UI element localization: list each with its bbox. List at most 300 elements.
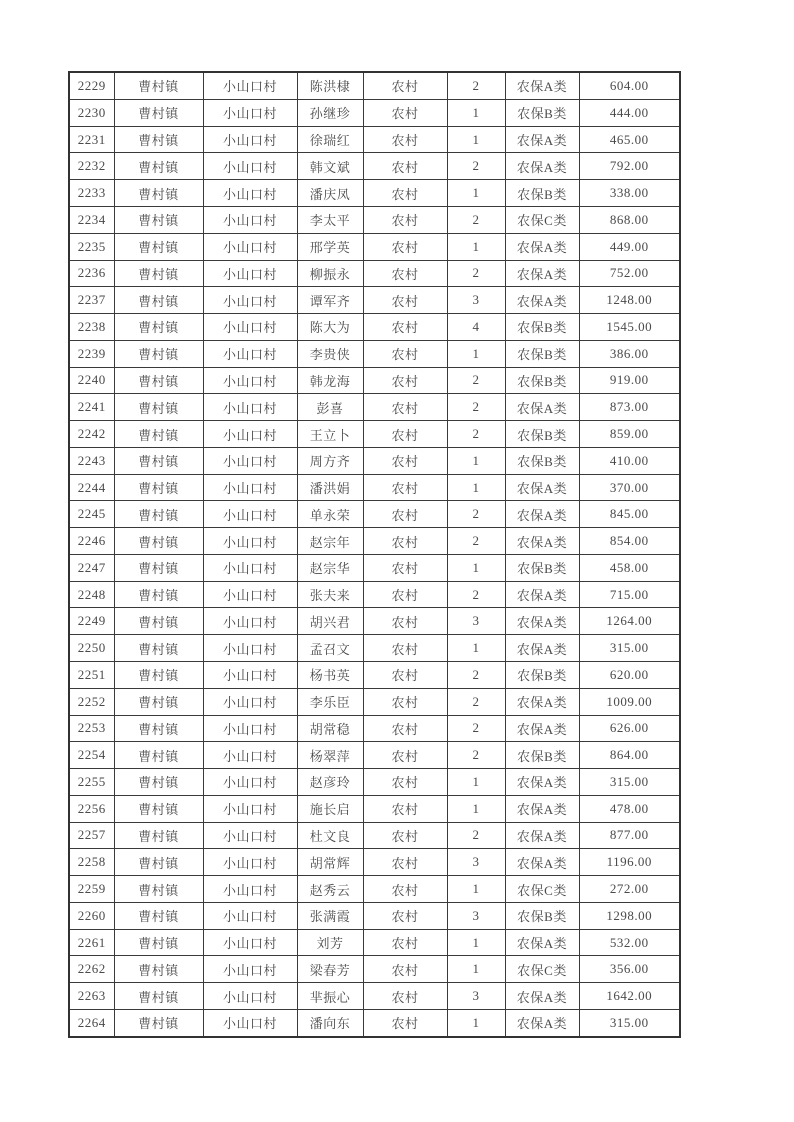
cell-person-name: 李乐臣: [297, 688, 363, 715]
cell-residence-type: 农村: [363, 822, 447, 849]
cell-village: 小山口村: [203, 72, 297, 99]
cell-person-count: 1: [447, 554, 505, 581]
cell-insurance-category: 农保B类: [505, 554, 579, 581]
table-row: [69, 340, 680, 367]
table-row: [69, 956, 680, 983]
table-row: [69, 876, 680, 903]
cell-residence-type: 农村: [363, 233, 447, 260]
cell-amount: 1545.00: [579, 314, 680, 341]
cell-serial-number: 2246: [69, 528, 114, 555]
cell-village: 小山口村: [203, 902, 297, 929]
cell-residence-type: 农村: [363, 876, 447, 903]
cell-town: 曹村镇: [114, 876, 203, 903]
cell-town: 曹村镇: [114, 528, 203, 555]
cell-person-name: 赵宗年: [297, 528, 363, 555]
cell-insurance-category: 农保A类: [505, 581, 579, 608]
cell-person-name: 李太平: [297, 207, 363, 234]
cell-serial-number: 2254: [69, 742, 114, 769]
cell-person-name: 潘向东: [297, 1009, 363, 1037]
cell-village: 小山口村: [203, 1009, 297, 1037]
cell-town: 曹村镇: [114, 822, 203, 849]
cell-insurance-category: 农保B类: [505, 340, 579, 367]
cell-residence-type: 农村: [363, 447, 447, 474]
cell-amount: 338.00: [579, 180, 680, 207]
cell-insurance-category: 农保C类: [505, 876, 579, 903]
cell-person-count: 2: [447, 501, 505, 528]
cell-person-count: 1: [447, 474, 505, 501]
cell-amount: 859.00: [579, 421, 680, 448]
table-row: [69, 474, 680, 501]
table-row: [69, 260, 680, 287]
cell-town: 曹村镇: [114, 180, 203, 207]
cell-village: 小山口村: [203, 126, 297, 153]
cell-insurance-category: 农保A类: [505, 1009, 579, 1037]
cell-serial-number: 2234: [69, 207, 114, 234]
cell-residence-type: 农村: [363, 180, 447, 207]
table-row: [69, 287, 680, 314]
cell-amount: 626.00: [579, 715, 680, 742]
cell-town: 曹村镇: [114, 99, 203, 126]
cell-amount: 465.00: [579, 126, 680, 153]
table-row: [69, 233, 680, 260]
cell-amount: 532.00: [579, 929, 680, 956]
table-row: [69, 688, 680, 715]
cell-village: 小山口村: [203, 983, 297, 1010]
cell-person-count: 2: [447, 260, 505, 287]
cell-residence-type: 农村: [363, 367, 447, 394]
cell-insurance-category: 农保A类: [505, 929, 579, 956]
cell-insurance-category: 农保A类: [505, 635, 579, 662]
cell-village: 小山口村: [203, 421, 297, 448]
cell-village: 小山口村: [203, 795, 297, 822]
cell-insurance-category: 农保A类: [505, 715, 579, 742]
cell-village: 小山口村: [203, 688, 297, 715]
cell-village: 小山口村: [203, 822, 297, 849]
cell-person-count: 2: [447, 662, 505, 689]
cell-person-name: 徐瑞红: [297, 126, 363, 153]
table-row: [69, 822, 680, 849]
cell-serial-number: 2253: [69, 715, 114, 742]
cell-town: 曹村镇: [114, 554, 203, 581]
table-row: [69, 554, 680, 581]
cell-amount: 1196.00: [579, 849, 680, 876]
cell-person-count: 3: [447, 287, 505, 314]
cell-person-name: 谭军齐: [297, 287, 363, 314]
cell-person-count: 2: [447, 207, 505, 234]
cell-town: 曹村镇: [114, 635, 203, 662]
cell-insurance-category: 农保A类: [505, 608, 579, 635]
cell-town: 曹村镇: [114, 340, 203, 367]
cell-person-name: 杨书英: [297, 662, 363, 689]
cell-town: 曹村镇: [114, 287, 203, 314]
cell-person-count: 1: [447, 929, 505, 956]
cell-amount: 752.00: [579, 260, 680, 287]
cell-residence-type: 农村: [363, 635, 447, 662]
cell-person-count: 2: [447, 72, 505, 99]
cell-residence-type: 农村: [363, 528, 447, 555]
cell-person-name: 芈振心: [297, 983, 363, 1010]
cell-insurance-category: 农保B类: [505, 447, 579, 474]
cell-village: 小山口村: [203, 608, 297, 635]
cell-village: 小山口村: [203, 233, 297, 260]
table-row: [69, 769, 680, 796]
cell-residence-type: 农村: [363, 314, 447, 341]
cell-insurance-category: 农保A类: [505, 528, 579, 555]
table-row: [69, 367, 680, 394]
cell-residence-type: 农村: [363, 501, 447, 528]
cell-person-count: 1: [447, 233, 505, 260]
cell-person-count: 3: [447, 849, 505, 876]
cell-residence-type: 农村: [363, 474, 447, 501]
cell-insurance-category: 农保C类: [505, 207, 579, 234]
cell-residence-type: 农村: [363, 688, 447, 715]
cell-residence-type: 农村: [363, 207, 447, 234]
cell-residence-type: 农村: [363, 795, 447, 822]
cell-person-count: 1: [447, 769, 505, 796]
cell-village: 小山口村: [203, 528, 297, 555]
cell-insurance-category: 农保B类: [505, 742, 579, 769]
cell-person-count: 3: [447, 983, 505, 1010]
cell-serial-number: 2244: [69, 474, 114, 501]
cell-person-name: 张满霞: [297, 902, 363, 929]
cell-serial-number: 2252: [69, 688, 114, 715]
cell-serial-number: 2258: [69, 849, 114, 876]
cell-amount: 854.00: [579, 528, 680, 555]
cell-town: 曹村镇: [114, 902, 203, 929]
cell-serial-number: 2249: [69, 608, 114, 635]
table-row: [69, 153, 680, 180]
cell-residence-type: 农村: [363, 1009, 447, 1037]
cell-person-name: 孟召文: [297, 635, 363, 662]
cell-village: 小山口村: [203, 99, 297, 126]
cell-serial-number: 2264: [69, 1009, 114, 1037]
table-row: [69, 662, 680, 689]
cell-village: 小山口村: [203, 153, 297, 180]
cell-amount: 873.00: [579, 394, 680, 421]
cell-insurance-category: 农保A类: [505, 822, 579, 849]
cell-person-count: 1: [447, 340, 505, 367]
table-row: [69, 207, 680, 234]
cell-insurance-category: 农保A类: [505, 153, 579, 180]
cell-serial-number: 2236: [69, 260, 114, 287]
cell-village: 小山口村: [203, 474, 297, 501]
cell-person-name: 胡常辉: [297, 849, 363, 876]
cell-person-name: 陈大为: [297, 314, 363, 341]
table-row: [69, 929, 680, 956]
cell-person-name: 李贵侠: [297, 340, 363, 367]
table-row: [69, 715, 680, 742]
cell-village: 小山口村: [203, 367, 297, 394]
cell-insurance-category: 农保B类: [505, 421, 579, 448]
cell-village: 小山口村: [203, 929, 297, 956]
cell-serial-number: 2243: [69, 447, 114, 474]
cell-residence-type: 农村: [363, 153, 447, 180]
cell-village: 小山口村: [203, 314, 297, 341]
table-row: [69, 635, 680, 662]
cell-person-name: 单永荣: [297, 501, 363, 528]
cell-residence-type: 农村: [363, 769, 447, 796]
cell-amount: 444.00: [579, 99, 680, 126]
cell-person-count: 1: [447, 876, 505, 903]
cell-serial-number: 2248: [69, 581, 114, 608]
cell-residence-type: 农村: [363, 929, 447, 956]
cell-person-name: 施长启: [297, 795, 363, 822]
cell-town: 曹村镇: [114, 314, 203, 341]
cell-person-count: 1: [447, 635, 505, 662]
table-row: [69, 608, 680, 635]
insurance-roster-table: [68, 71, 681, 1038]
cell-amount: 386.00: [579, 340, 680, 367]
cell-residence-type: 农村: [363, 902, 447, 929]
cell-person-name: 邢学英: [297, 233, 363, 260]
cell-residence-type: 农村: [363, 983, 447, 1010]
cell-amount: 919.00: [579, 367, 680, 394]
cell-person-name: 赵彦玲: [297, 769, 363, 796]
cell-insurance-category: 农保A类: [505, 287, 579, 314]
cell-village: 小山口村: [203, 715, 297, 742]
cell-person-count: 3: [447, 902, 505, 929]
cell-insurance-category: 农保B类: [505, 180, 579, 207]
cell-town: 曹村镇: [114, 126, 203, 153]
cell-village: 小山口村: [203, 501, 297, 528]
cell-amount: 868.00: [579, 207, 680, 234]
table-row: [69, 581, 680, 608]
cell-town: 曹村镇: [114, 688, 203, 715]
cell-serial-number: 2263: [69, 983, 114, 1010]
cell-amount: 1264.00: [579, 608, 680, 635]
cell-residence-type: 农村: [363, 742, 447, 769]
cell-village: 小山口村: [203, 662, 297, 689]
cell-serial-number: 2242: [69, 421, 114, 448]
cell-residence-type: 农村: [363, 287, 447, 314]
cell-serial-number: 2259: [69, 876, 114, 903]
cell-village: 小山口村: [203, 876, 297, 903]
cell-insurance-category: 农保B类: [505, 314, 579, 341]
cell-town: 曹村镇: [114, 662, 203, 689]
cell-residence-type: 农村: [363, 956, 447, 983]
cell-amount: 1642.00: [579, 983, 680, 1010]
table-row: [69, 180, 680, 207]
cell-person-count: 2: [447, 742, 505, 769]
table-row: [69, 902, 680, 929]
cell-village: 小山口村: [203, 207, 297, 234]
cell-serial-number: 2235: [69, 233, 114, 260]
cell-town: 曹村镇: [114, 153, 203, 180]
cell-person-name: 柳振永: [297, 260, 363, 287]
cell-serial-number: 2239: [69, 340, 114, 367]
cell-town: 曹村镇: [114, 956, 203, 983]
cell-town: 曹村镇: [114, 447, 203, 474]
cell-insurance-category: 农保A类: [505, 795, 579, 822]
cell-amount: 792.00: [579, 153, 680, 180]
cell-insurance-category: 农保A类: [505, 474, 579, 501]
cell-insurance-category: 农保A类: [505, 233, 579, 260]
cell-insurance-category: 农保B类: [505, 99, 579, 126]
cell-serial-number: 2247: [69, 554, 114, 581]
cell-serial-number: 2251: [69, 662, 114, 689]
cell-village: 小山口村: [203, 769, 297, 796]
cell-amount: 315.00: [579, 1009, 680, 1037]
cell-amount: 1009.00: [579, 688, 680, 715]
table-row: [69, 447, 680, 474]
cell-town: 曹村镇: [114, 233, 203, 260]
cell-village: 小山口村: [203, 956, 297, 983]
cell-serial-number: 2229: [69, 72, 114, 99]
cell-village: 小山口村: [203, 447, 297, 474]
cell-person-name: 张夫来: [297, 581, 363, 608]
cell-residence-type: 农村: [363, 126, 447, 153]
table-body: [69, 72, 680, 1037]
cell-town: 曹村镇: [114, 715, 203, 742]
cell-village: 小山口村: [203, 581, 297, 608]
cell-amount: 315.00: [579, 769, 680, 796]
cell-residence-type: 农村: [363, 260, 447, 287]
cell-residence-type: 农村: [363, 581, 447, 608]
cell-serial-number: 2256: [69, 795, 114, 822]
cell-insurance-category: 农保A类: [505, 983, 579, 1010]
cell-serial-number: 2245: [69, 501, 114, 528]
cell-amount: 356.00: [579, 956, 680, 983]
cell-town: 曹村镇: [114, 769, 203, 796]
cell-person-name: 梁春芳: [297, 956, 363, 983]
cell-serial-number: 2260: [69, 902, 114, 929]
cell-person-count: 2: [447, 822, 505, 849]
cell-village: 小山口村: [203, 849, 297, 876]
cell-serial-number: 2250: [69, 635, 114, 662]
cell-insurance-category: 农保A类: [505, 72, 579, 99]
cell-person-count: 1: [447, 99, 505, 126]
cell-residence-type: 农村: [363, 849, 447, 876]
cell-residence-type: 农村: [363, 608, 447, 635]
cell-person-name: 韩文斌: [297, 153, 363, 180]
cell-amount: 620.00: [579, 662, 680, 689]
table-row: [69, 528, 680, 555]
cell-town: 曹村镇: [114, 581, 203, 608]
cell-village: 小山口村: [203, 635, 297, 662]
cell-insurance-category: 农保A类: [505, 849, 579, 876]
cell-person-name: 杜文良: [297, 822, 363, 849]
cell-person-count: 2: [447, 153, 505, 180]
cell-person-count: 2: [447, 688, 505, 715]
cell-serial-number: 2232: [69, 153, 114, 180]
cell-amount: 370.00: [579, 474, 680, 501]
cell-person-name: 陈洪棣: [297, 72, 363, 99]
cell-insurance-category: 农保B类: [505, 662, 579, 689]
cell-person-name: 潘洪娟: [297, 474, 363, 501]
cell-amount: 1298.00: [579, 902, 680, 929]
cell-person-name: 韩龙海: [297, 367, 363, 394]
cell-residence-type: 农村: [363, 662, 447, 689]
cell-residence-type: 农村: [363, 72, 447, 99]
cell-town: 曹村镇: [114, 608, 203, 635]
table-row: [69, 849, 680, 876]
cell-amount: 272.00: [579, 876, 680, 903]
cell-amount: 1248.00: [579, 287, 680, 314]
cell-residence-type: 农村: [363, 99, 447, 126]
cell-person-name: 赵秀云: [297, 876, 363, 903]
cell-serial-number: 2261: [69, 929, 114, 956]
cell-person-count: 1: [447, 956, 505, 983]
cell-person-count: 2: [447, 528, 505, 555]
cell-town: 曹村镇: [114, 421, 203, 448]
cell-town: 曹村镇: [114, 207, 203, 234]
cell-serial-number: 2262: [69, 956, 114, 983]
cell-person-count: 2: [447, 394, 505, 421]
cell-town: 曹村镇: [114, 1009, 203, 1037]
cell-insurance-category: 农保A类: [505, 394, 579, 421]
cell-amount: 478.00: [579, 795, 680, 822]
cell-person-name: 孙继珍: [297, 99, 363, 126]
cell-town: 曹村镇: [114, 72, 203, 99]
cell-serial-number: 2230: [69, 99, 114, 126]
cell-amount: 604.00: [579, 72, 680, 99]
cell-town: 曹村镇: [114, 474, 203, 501]
table-row: [69, 72, 680, 99]
cell-town: 曹村镇: [114, 795, 203, 822]
cell-serial-number: 2231: [69, 126, 114, 153]
cell-serial-number: 2257: [69, 822, 114, 849]
cell-person-count: 1: [447, 126, 505, 153]
cell-serial-number: 2237: [69, 287, 114, 314]
cell-insurance-category: 农保A类: [505, 126, 579, 153]
cell-person-count: 2: [447, 367, 505, 394]
cell-amount: 715.00: [579, 581, 680, 608]
cell-person-count: 2: [447, 421, 505, 448]
cell-amount: 410.00: [579, 447, 680, 474]
cell-person-name: 赵宗华: [297, 554, 363, 581]
cell-village: 小山口村: [203, 180, 297, 207]
cell-village: 小山口村: [203, 554, 297, 581]
cell-residence-type: 农村: [363, 421, 447, 448]
table-row: [69, 501, 680, 528]
cell-village: 小山口村: [203, 394, 297, 421]
cell-residence-type: 农村: [363, 554, 447, 581]
cell-village: 小山口村: [203, 340, 297, 367]
cell-person-name: 胡兴君: [297, 608, 363, 635]
cell-person-name: 胡常稳: [297, 715, 363, 742]
cell-person-name: 周方齐: [297, 447, 363, 474]
cell-person-count: 3: [447, 608, 505, 635]
cell-person-count: 1: [447, 447, 505, 474]
cell-person-count: 2: [447, 715, 505, 742]
cell-serial-number: 2233: [69, 180, 114, 207]
table-row: [69, 126, 680, 153]
table-row: [69, 99, 680, 126]
cell-town: 曹村镇: [114, 983, 203, 1010]
cell-person-count: 4: [447, 314, 505, 341]
table-row: [69, 795, 680, 822]
cell-amount: 449.00: [579, 233, 680, 260]
cell-amount: 458.00: [579, 554, 680, 581]
table-row: [69, 742, 680, 769]
cell-person-name: 杨翠萍: [297, 742, 363, 769]
cell-serial-number: 2255: [69, 769, 114, 796]
cell-amount: 845.00: [579, 501, 680, 528]
table-row: [69, 314, 680, 341]
cell-village: 小山口村: [203, 260, 297, 287]
cell-insurance-category: 农保C类: [505, 956, 579, 983]
cell-village: 小山口村: [203, 287, 297, 314]
cell-person-name: 刘芳: [297, 929, 363, 956]
cell-village: 小山口村: [203, 742, 297, 769]
cell-insurance-category: 农保A类: [505, 260, 579, 287]
table-row: [69, 394, 680, 421]
cell-amount: 864.00: [579, 742, 680, 769]
cell-residence-type: 农村: [363, 394, 447, 421]
cell-insurance-category: 农保B类: [505, 367, 579, 394]
cell-insurance-category: 农保A类: [505, 501, 579, 528]
cell-insurance-category: 农保A类: [505, 769, 579, 796]
